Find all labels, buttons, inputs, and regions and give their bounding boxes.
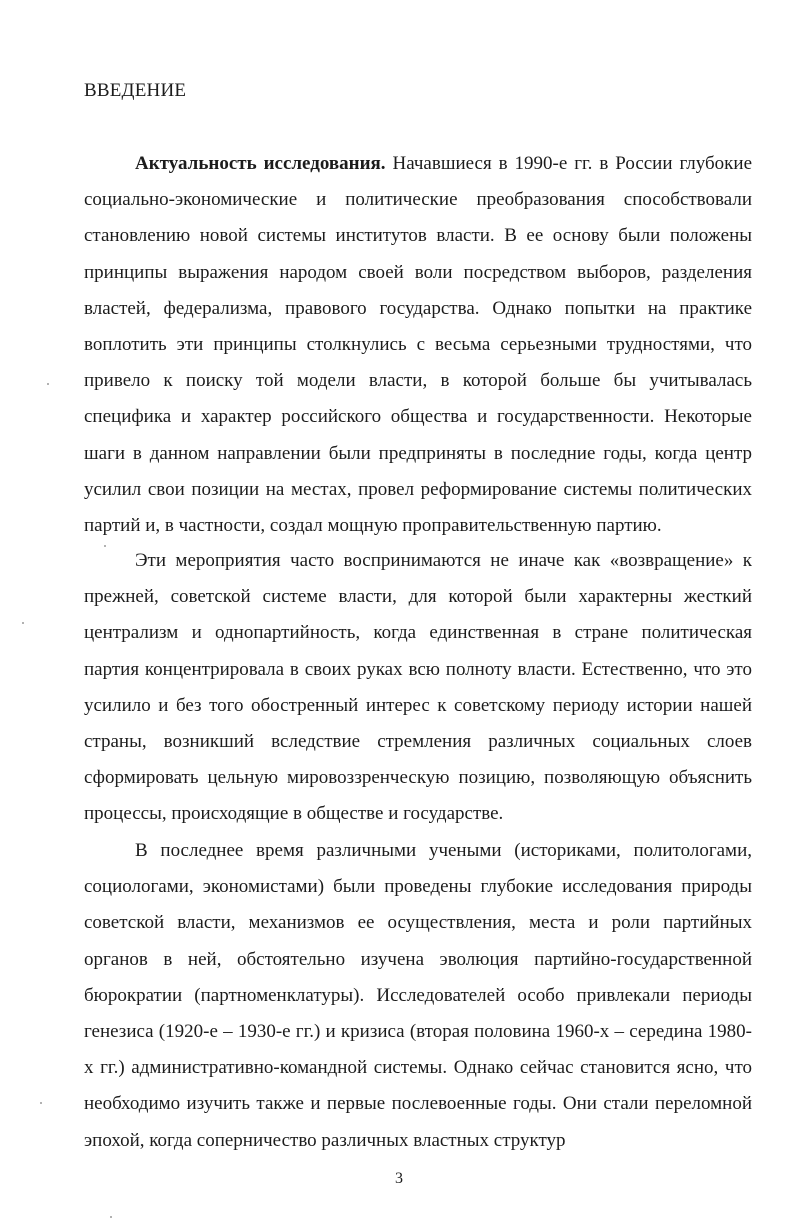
paragraph-lead-phrase: Актуальность исследования.: [135, 153, 386, 174]
paragraph-relevance: [84, 146, 752, 544]
scan-speck: [47, 383, 49, 385]
scan-speck: [22, 622, 24, 624]
scan-speck: [104, 545, 106, 547]
paragraph-body: В последнее время различными учеными (историками, политологами, социологами, экономистами) были проведены глубокие исследования природы советской власти, механизмов ее осуществления, места и роли партийных органов в ней, обстоятельно изучена эволюция партийно-государственной бюрократии (партноменклатуры). Исследователей особо привлекали периоды генезиса (1920-е – 1930-е гг.) и кризиса (вторая половина 1960-х – середина 1980-х гг.) административно-командной системы. Однако сейчас становится ясно, что необходимо изучить также и первые послевоенные годы. Они стали переломной эпохой, когда соперничество различных властных структур: [84, 840, 752, 1151]
paragraph-body: Начавшиеся в 1990-е гг. в России глубокие социально-экономические и политические преобразования способствовали становлению новой системы институтов власти. В ее основу были положены принципы выражения народом своей воли посредством выборов, разделения властей, федерализма, правового государства. Однако попытки на практике воплотить эти принципы столкнулись с весьма серьезными трудностями, что привело к поиску той модели власти, в которой больше бы учитывалась специфика и характер российского общества и государственности. Некоторые шаги в данном направлении были предприняты в последние годы, когда центр усилил свои позиции на местах, провел реформирование системы политических партий и, в частности, создал мощную проправительственную партию.: [84, 153, 753, 537]
section-heading: ВВЕДЕНИЕ: [84, 80, 187, 101]
scan-speck: [40, 1102, 42, 1104]
paragraph-reception: [84, 543, 752, 833]
paragraph-body: Эти мероприятия часто воспринимаются не иначе как «возвращение» к прежней, советской системе власти, для которой были характерны жесткий централизм и однопартийность, когда единственная в стране политическая партия концентрировала в своих руках всю полноту власти. Естественно, что это усилило и без того обостренный интерес к советскому периоду истории нашей страны, возникший вследствие стремления различных социальных слоев сформировать цельную мировоззренческую позицию, позволяющую объяснить процессы, происходящие в обществе и государстве.: [84, 550, 752, 825]
paragraph-research: [84, 833, 752, 1159]
page-number: 3: [395, 1170, 403, 1187]
scan-speck: [110, 1216, 112, 1218]
